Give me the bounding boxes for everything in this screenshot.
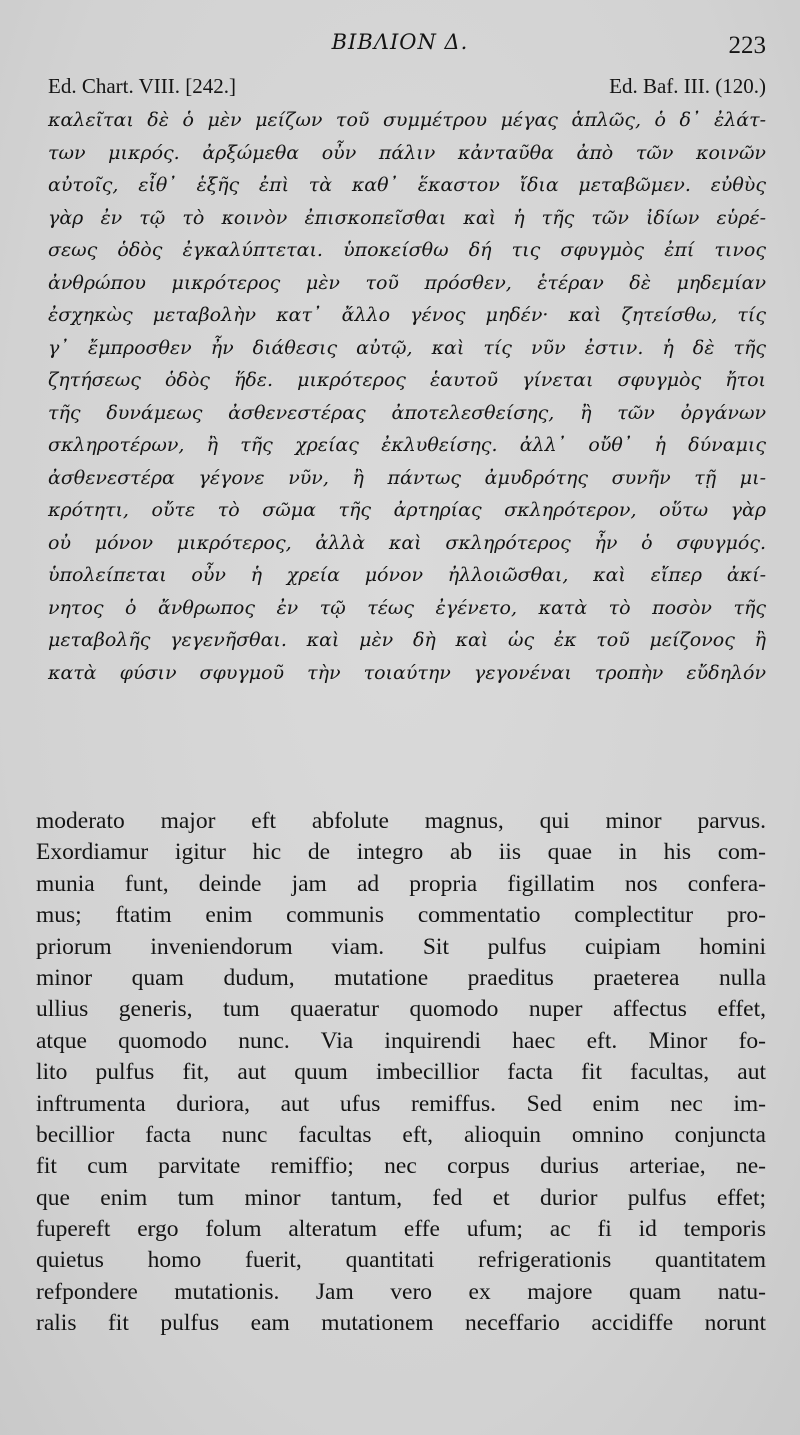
latin-line: refpondere mutationis. Jam vero ex majore quam natu- <box>36 1278 766 1305</box>
latin-line: ralis fit pulfus eam mutationem neceffario accidiffe norunt <box>36 1310 766 1337</box>
running-head <box>0 28 800 58</box>
edition-references <box>48 74 766 102</box>
greek-line: νητος ὁ ἄνθρωπος ἐν τῷ τέως ἐγένετο, κατὰ τὸ ποσὸν τῆς <box>48 596 766 619</box>
page-number: 223 <box>728 32 766 59</box>
greek-line: γ᾽ ἔμπροσθεν ἦν διάθεσις αὐτῷ, καὶ τίς νῦν ἐστιν. ἡ δὲ τῆς <box>48 336 766 359</box>
greek-line: μεταβολῆς γεγενῆσθαι. καὶ μὲν δὴ καὶ ὡς ἐκ τοῦ μείζονος ἢ <box>48 629 766 651</box>
greek-line: ζητήσεως ὁδὸς ἥδε. μικρότερος ἑαυτοῦ γίνεται σφυγμὸς ἤτοι <box>48 369 766 391</box>
book-title: ΒΙΒΛΙΟΝ Δ. <box>331 30 469 54</box>
latin-line: Exordiamur igitur hic de integro ab iis quae in his com- <box>36 839 766 866</box>
greek-line: ἀνθρώπου μικρότερος μὲν τοῦ πρόσθεν, ἑτέραν δὲ μηδεμίαν <box>48 271 766 294</box>
latin-line: quietus homo fuerit, quantitati refrigerationis quantitatem <box>36 1247 766 1274</box>
greek-line: σκληροτέρων, ἢ τῆς χρείας ἐκλυθείσης. ἀλλ᾽ οὔθ᾽ ἡ δύναμις <box>48 434 766 456</box>
edition-basel-reference: Ed. Baf. III. (120.) <box>609 74 766 98</box>
latin-line: fupereft ergo folum alteratum effe ufum; ac fi id temporis <box>36 1216 766 1243</box>
greek-line: αὐτοῖς, εἶθ᾽ ἑξῆς ἐπὶ τὰ καθ᾽ ἕκαστον ἴδια μεταβῶμεν. εὐθὺς <box>48 174 766 196</box>
latin-line: fit cum parvitate remiffio; nec corpus durius arteriae, ne- <box>36 1153 766 1180</box>
greek-line: οὐ μόνον μικρότερος, ἀλλὰ καὶ σκληρότερος ἦν ὁ σφυγμός. <box>48 531 766 554</box>
greek-line: κρότητι, οὔτε τὸ σῶμα τῆς ἀρτηρίας σκληρότερον, οὕτω γὰρ <box>48 499 766 521</box>
greek-line: τῆς δυνάμεως ἀσθενεστέρας ἀποτελεσθείσης, ἢ τῶν ὀργάνων <box>48 401 766 424</box>
greek-line: ὑπολείπεται οὖν ἡ χρεία μόνον ἠλλοιῶσθαι, καὶ εἴπερ ἀκί- <box>48 564 766 586</box>
greek-text-block <box>48 104 766 689</box>
greek-line: κατὰ φύσιν σφυγμοῦ τὴν τοιαύτην γεγονέναι τροπὴν εὔδηλόν <box>48 661 766 684</box>
latin-line: becillior facta nunc facultas eft, alioquin omnino conjuncta <box>36 1121 766 1148</box>
latin-line: lito pulfus fit, aut quum imbecillior facta fit facultas, aut <box>36 1059 766 1086</box>
latin-line: ullius generis, tum quaeratur quomodo nuper affectus effet, <box>36 996 766 1023</box>
edition-chartier-reference: Ed. Chart. VIII. [242.] <box>48 74 236 98</box>
latin-line: que enim tum minor tantum, fed et durior pulfus effet; <box>36 1184 766 1211</box>
latin-line: minor quam dudum, mutatione praeditus praeterea nulla <box>36 964 766 991</box>
latin-line: priorum inveniendorum viam. Sit pulfus cuipiam homini <box>36 933 766 960</box>
greek-line: γὰρ ἐν τῷ τὸ κοινὸν ἐπισκοπεῖσθαι καὶ ἡ τῆς τῶν ἰδίων εὑρέ- <box>48 206 766 229</box>
latin-line: munia funt, deinde jam ad propria figillatim nos confera- <box>36 870 766 897</box>
greek-line: ἀσθενεστέρα γέγονε νῦν, ἢ πάντως ἀμυδρότης συνῆν τῇ μι- <box>48 466 766 489</box>
latin-line: inftrumenta duriora, aut ufus remiffus. Sed enim nec im- <box>36 1090 766 1117</box>
greek-line: των μικρός. ἀρξώμεθα οὖν πάλιν κἀνταῦθα ἀπὸ τῶν κοινῶν <box>48 141 766 164</box>
latin-text-block <box>36 806 766 1340</box>
greek-line: ἐσχηκὼς μεταβολὴν κατ᾽ ἄλλο γένος μηδέν· καὶ ζητείσθω, τίς <box>48 304 766 326</box>
latin-line: atque quomodo nunc. Via inquirendi haec eft. Minor fo- <box>36 1027 766 1054</box>
greek-line: καλεῖται δὲ ὁ μὲν μείζων τοῦ συμμέτρου μέγας ἁπλῶς, ὁ δ᾽ ἐλάτ- <box>48 109 766 131</box>
greek-line: σεως ὁδὸς ἐγκαλύπτεται. ὑποκείσθω δή τις σφυγμὸς ἐπί τινος <box>48 239 766 261</box>
latin-line: mus; ftatim enim communis commentatio complectitur pro- <box>36 902 766 929</box>
latin-line: moderato major eft abfolute magnus, qui minor parvus. <box>36 808 766 834</box>
